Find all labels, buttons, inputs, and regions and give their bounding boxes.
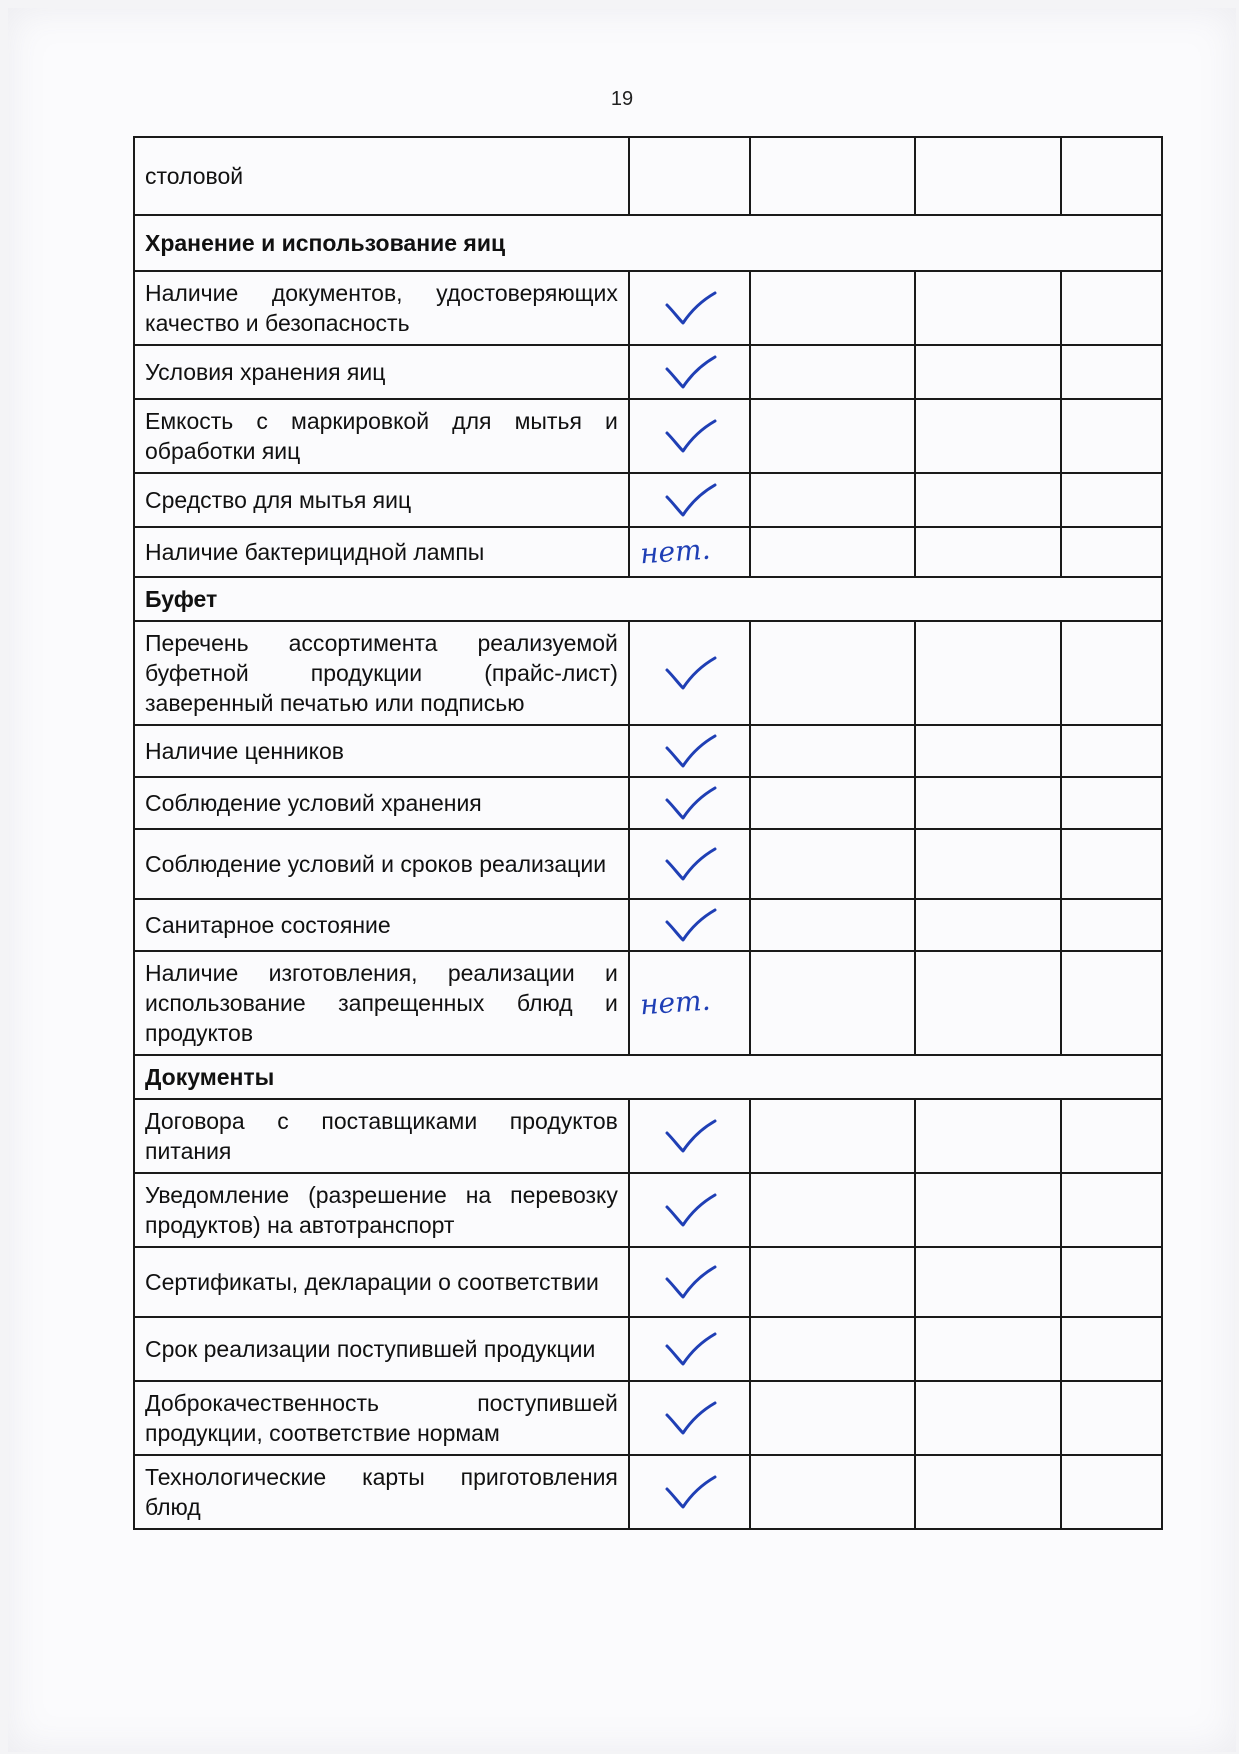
empty-cell: [1061, 725, 1162, 777]
compliance-mark-cell: [629, 777, 750, 829]
checklist-row: [134, 899, 1162, 951]
empty-cell: [1061, 1173, 1162, 1247]
empty-cell: [1061, 1099, 1162, 1173]
compliance-mark-cell: [629, 399, 750, 473]
empty-cell: [915, 473, 1061, 527]
checkmark-icon: [661, 654, 719, 692]
empty-cell: [915, 1381, 1061, 1455]
empty-cell: [915, 951, 1061, 1055]
requirement-label: Наличие бактерицидной лампы: [134, 527, 629, 577]
checkmark-icon: [661, 1117, 719, 1155]
empty-cell: [915, 1455, 1061, 1529]
checkmark-icon: [661, 1263, 719, 1301]
empty-cell: [1061, 473, 1162, 527]
compliance-mark-cell: [629, 899, 750, 951]
compliance-mark-cell: [629, 1381, 750, 1455]
empty-cell: [1061, 899, 1162, 951]
checkmark-icon: [661, 784, 719, 822]
empty-cell: [750, 399, 914, 473]
empty-cell: [915, 1099, 1061, 1173]
handwritten-note: нет.: [638, 983, 712, 1021]
requirement-label: Сертификаты, декларации о соответствии: [134, 1247, 629, 1317]
checklist-row: [134, 527, 1162, 577]
empty-cell: [915, 1247, 1061, 1317]
checklist-body: [134, 137, 1162, 1529]
empty-cell: [1061, 1247, 1162, 1317]
checkmark-icon: [661, 845, 719, 883]
empty-cell: [750, 621, 914, 725]
checklist-row: [134, 271, 1162, 345]
empty-cell: [750, 345, 914, 399]
checklist-row: [134, 473, 1162, 527]
requirement-label: Наличие документов, удостоверяющих качество и безопасность: [134, 271, 629, 345]
empty-cell: [1061, 951, 1162, 1055]
checklist-row: [134, 1099, 1162, 1173]
checkmark-icon: [661, 1473, 719, 1511]
empty-cell: [750, 1173, 914, 1247]
empty-cell: [1061, 345, 1162, 399]
empty-cell: [915, 399, 1061, 473]
section-heading: Хранение и использование яиц: [134, 215, 1162, 271]
compliance-mark-cell: [629, 1317, 750, 1381]
compliance-mark-cell: [629, 951, 750, 1055]
empty-cell: [750, 725, 914, 777]
checkmark-icon: [661, 732, 719, 770]
empty-cell: [750, 1317, 914, 1381]
checkmark-icon: [661, 906, 719, 944]
checklist-row: [134, 1247, 1162, 1317]
requirement-label: Соблюдение условий хранения: [134, 777, 629, 829]
checklist-row: [134, 345, 1162, 399]
section-heading: Документы: [134, 1055, 1162, 1099]
empty-cell: [1061, 271, 1162, 345]
empty-cell: [915, 621, 1061, 725]
compliance-mark-cell: [629, 271, 750, 345]
section-heading: Буфет: [134, 577, 1162, 621]
empty-cell: [1061, 399, 1162, 473]
empty-cell: [915, 725, 1061, 777]
empty-cell: [750, 271, 914, 345]
compliance-mark-cell: [629, 1099, 750, 1173]
requirement-label: столовой: [134, 137, 629, 215]
empty-cell: [750, 1099, 914, 1173]
section-row: [134, 1055, 1162, 1099]
requirement-label: Договора с поставщиками продуктов питания: [134, 1099, 629, 1173]
requirement-label: Средство для мытья яиц: [134, 473, 629, 527]
empty-cell: [1061, 1381, 1162, 1455]
compliance-mark-cell: [629, 137, 750, 215]
requirement-label: Доброкачественность поступившей продукции, соответствие нормам: [134, 1381, 629, 1455]
checklist-row: [134, 1381, 1162, 1455]
compliance-mark-cell: [629, 473, 750, 527]
checkmark-icon: [661, 1330, 719, 1368]
empty-cell: [915, 137, 1061, 215]
checklist-row: [134, 829, 1162, 899]
empty-cell: [750, 137, 914, 215]
requirement-label: Наличие ценников: [134, 725, 629, 777]
empty-cell: [1061, 621, 1162, 725]
compliance-mark-cell: [629, 527, 750, 577]
requirement-label: Емкость с маркировкой для мытья и обработки яиц: [134, 399, 629, 473]
empty-cell: [750, 527, 914, 577]
empty-cell: [915, 829, 1061, 899]
compliance-mark-cell: [629, 345, 750, 399]
section-row: [134, 577, 1162, 621]
checklist-row: [134, 621, 1162, 725]
requirement-label: Срок реализации поступившей продукции: [134, 1317, 629, 1381]
empty-cell: [1061, 527, 1162, 577]
checklist-row: [134, 1317, 1162, 1381]
empty-cell: [750, 1455, 914, 1529]
empty-cell: [1061, 1317, 1162, 1381]
compliance-mark-cell: [629, 725, 750, 777]
empty-cell: [750, 1247, 914, 1317]
compliance-mark-cell: [629, 1173, 750, 1247]
empty-cell: [1061, 829, 1162, 899]
empty-cell: [750, 1381, 914, 1455]
empty-cell: [915, 1317, 1061, 1381]
compliance-mark-cell: [629, 621, 750, 725]
empty-cell: [750, 899, 914, 951]
requirement-label: Наличие изготовления, реализации и использование запрещенных блюд и продуктов: [134, 951, 629, 1055]
page-number: 19: [610, 88, 634, 110]
handwritten-note: нет.: [638, 532, 712, 570]
checkmark-icon: [661, 353, 719, 391]
empty-cell: [915, 777, 1061, 829]
requirement-label: Соблюдение условий и сроков реализации: [134, 829, 629, 899]
checklist-row: [134, 725, 1162, 777]
compliance-mark-cell: [629, 1455, 750, 1529]
checklist-row: [134, 1173, 1162, 1247]
checkmark-icon: [661, 481, 719, 519]
empty-cell: [1061, 777, 1162, 829]
empty-cell: [750, 951, 914, 1055]
requirement-label: Технологические карты приготовления блюд: [134, 1455, 629, 1529]
compliance-mark-cell: [629, 829, 750, 899]
checklist-row: [134, 951, 1162, 1055]
empty-cell: [1061, 137, 1162, 215]
requirement-label: Условия хранения яиц: [134, 345, 629, 399]
empty-cell: [750, 829, 914, 899]
scanned-page: [8, 8, 1236, 1752]
inspection-checklist-table: [133, 136, 1163, 1530]
requirement-label: Уведомление (разрешение на перевозку продуктов) на автотранспорт: [134, 1173, 629, 1247]
empty-cell: [915, 271, 1061, 345]
checklist-row: [134, 1455, 1162, 1529]
checklist-row: [134, 137, 1162, 215]
checkmark-icon: [661, 417, 719, 455]
section-row: [134, 215, 1162, 271]
checkmark-icon: [661, 1191, 719, 1229]
empty-cell: [915, 1173, 1061, 1247]
compliance-mark-cell: [629, 1247, 750, 1317]
requirement-label: Перечень ассортимента реализуемой буфетной продукции (прайс-лист) заверенный печатью или подписью: [134, 621, 629, 725]
empty-cell: [750, 473, 914, 527]
checkmark-icon: [661, 289, 719, 327]
requirement-label: Санитарное состояние: [134, 899, 629, 951]
empty-cell: [915, 899, 1061, 951]
empty-cell: [750, 777, 914, 829]
checklist-row: [134, 777, 1162, 829]
empty-cell: [915, 527, 1061, 577]
checkmark-icon: [661, 1399, 719, 1437]
empty-cell: [1061, 1455, 1162, 1529]
empty-cell: [915, 345, 1061, 399]
checklist-row: [134, 399, 1162, 473]
